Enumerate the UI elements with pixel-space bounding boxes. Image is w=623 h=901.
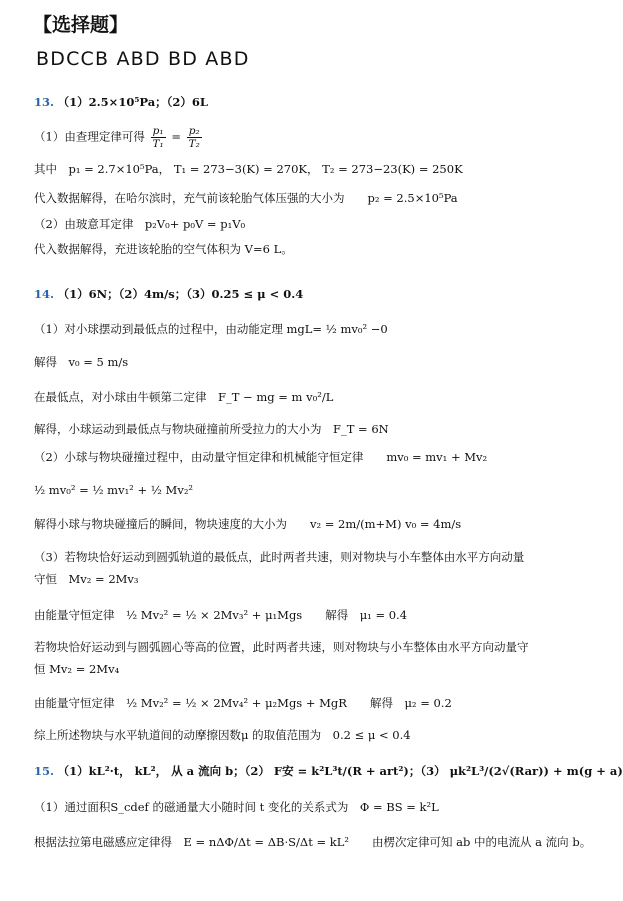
q13-fraction-2-den: T₂: [188, 138, 200, 150]
q14-line-3: 在最低点，对小球由牛顿第二定律 F_T − mg = m v₀²/L: [34, 390, 334, 404]
q14-line-6: ½ mv₀² = ½ mv₁² + ½ Mv₂²: [34, 483, 194, 497]
q14-line-7: 解得小球与物块碰撞后的瞬间，物块速度的大小为 v₂ = 2m/(m+M) v₀ = 4m/s: [34, 517, 462, 531]
choice-answers: BDCCB ABD BD ABD: [36, 48, 250, 70]
q15-line-1: （1）通过面积S_cdef 的磁通量大小随时间 t 变化的关系式为 Φ = BS = k²L: [34, 800, 439, 814]
q13-answer: （1）2.5×10⁵Pa；（2）6L: [57, 95, 208, 109]
q13-line-5: 代入数据解得，充进该轮胎的空气体积为 V=6 L。: [34, 242, 293, 256]
q13-line-2: 其中 p₁ = 2.7×10⁵Pa， T₁ = 273−3(K) = 270K， T₂ = 273−23(K) = 250K: [34, 162, 463, 176]
q13-line-4: （2）由玻意耳定律 p₂V₀+ p₀V = p₁V₀: [34, 217, 246, 231]
q14-line-1: （1）对小球摆动到最低点的过程中，由动能定理 mgL= ½ mv₀² −0: [34, 322, 388, 336]
q15-answer: （1）kL²·t， kL²， 从 a 流向 b；（2） F安 = k²L³t/(R + art²)；（3） μk²L³/(2√(Rar)) + m(g + a): [57, 764, 623, 778]
q14-number: 14.: [34, 287, 55, 301]
q14-line-10: 由能量守恒定律 ½ Mv₂² = ½ × 2Mv₃² + μ₁Mgs 解得 μ₁ = 0.4: [34, 608, 408, 622]
q13-fraction-2-num: p₂: [188, 125, 200, 137]
q13-answer-line: [34, 95, 208, 109]
q14-line-8: （3）若物块恰好运动到圆弧轨道的最低点，此时两者共速，则对物块与小车整体由水平方向动量: [34, 550, 525, 564]
q14-line-2: 解得 v₀ = 5 m/s: [34, 355, 129, 369]
q14-line-11: 若物块恰好运动到与圆弧圆心等高的位置，此时两者共速，则对物块与小车整体由水平方向动量守: [34, 640, 529, 654]
q13-number: 13.: [34, 95, 55, 109]
q14-answer: （1）6N；（2）4m/s；（3）0.25 ≤ μ < 0.4: [57, 287, 304, 301]
q13-fraction-1-num: p₁: [152, 125, 164, 137]
q15-number: 15.: [34, 764, 55, 778]
q15-line-2: 根据法拉第电磁感应定律得 E = nΔΦ/Δt = ΔB·S/Δt = kL² 由楞次定律可知 ab 中的电流从 a 流向 b。: [34, 835, 592, 849]
q14-line-5: （2）小球与物块碰撞过程中，由动量守恒定律和机械能守恒定律 mv₀ = mv₁ + Mv₂: [34, 450, 488, 464]
q15-answer-line: [34, 764, 623, 778]
q13-fraction-1-den: T₁: [152, 138, 164, 150]
q14-line-4: 解得，小球运动到最低点与物块碰撞前所受拉力的大小为 F_T = 6N: [34, 422, 389, 436]
q14-line-9: 守恒 Mv₂ = 2Mv₃: [34, 572, 139, 586]
q13-fraction-2: [187, 125, 202, 150]
q13-line-1-text: （1）由查理定律可得: [34, 129, 145, 144]
q13-line-3: 代入数据解得，在哈尔滨时，充气前该轮胎气体压强的大小为 p₂ = 2.5×10⁵Pa: [34, 191, 458, 205]
q13-equals: =: [171, 129, 181, 144]
q14-answer-line: [34, 287, 303, 301]
q14-line-12: 恒 Mv₂ = 2Mv₄: [34, 662, 120, 676]
q13-line-1: [34, 125, 204, 150]
section-title: 【选择题】: [33, 14, 129, 36]
q14-line-14: 综上所述物块与水平轨道间的动摩擦因数μ 的取值范围为 0.2 ≤ μ < 0.4: [34, 728, 411, 742]
q13-fraction-1: [150, 125, 165, 150]
q14-line-13: 由能量守恒定律 ½ Mv₂² = ½ × 2Mv₄² + μ₂Mgs + MgR 解得 μ₂ = 0.2: [34, 696, 452, 710]
